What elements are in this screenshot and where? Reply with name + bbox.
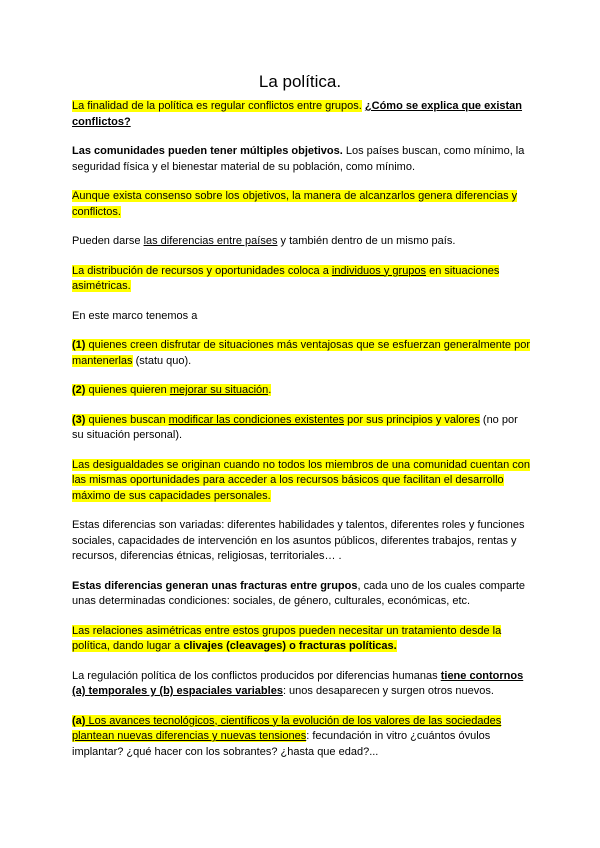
- bold-question: ¿Cómo se explica que existan conflictos?: [72, 100, 523, 128]
- paragraph-8: [72, 383, 532, 399]
- item-number: (1): [72, 339, 86, 351]
- highlighted-text: en situaciones asimétricas.: [72, 264, 500, 292]
- text: y también dentro de un mismo país.: [277, 235, 456, 247]
- highlighted-text: por sus principios y valores: [344, 413, 480, 426]
- paragraph-1: [72, 99, 532, 130]
- text: Los países buscan, como mínimo, la seguridad física y el bienestar material de su población, como mínimo.: [72, 145, 525, 173]
- paragraph-4: [72, 234, 532, 250]
- bold-highlighted-text: clivajes (cleavages) o fracturas políticas.: [183, 640, 397, 652]
- bold-underlined-text: tiene contornos (a) temporales y (b) espaciales variables: [72, 669, 524, 697]
- highlighted-text: quienes creen disfrutar de situaciones más ventajosas que se esfuerzan generalmente por mantenerlas: [72, 339, 530, 367]
- paragraph-9: [72, 413, 532, 444]
- text: : unos desaparecen y surgen otros nuevos.: [282, 685, 494, 697]
- highlighted-text: La finalidad de la política es regular conflictos entre grupos.: [72, 100, 362, 112]
- bold-text: Estas diferencias generan unas fracturas entre grupos: [72, 579, 358, 592]
- highlighted-text: .: [268, 384, 272, 396]
- paragraph-7: [72, 338, 532, 369]
- text: : fecundación in vitro ¿cuántos óvulos implantar? ¿qué hacer con los sobrantes? ¿hasta que edad?...: [72, 730, 491, 758]
- paragraph-11: [72, 518, 532, 565]
- paragraph-3: [72, 189, 532, 220]
- paragraph-14: [72, 669, 532, 700]
- paragraph-6: [72, 309, 532, 325]
- paragraph-12: [72, 579, 532, 610]
- bold-text: Las comunidades pueden tener múltiples objetivos.: [72, 145, 343, 157]
- underlined-text: las diferencias entre países: [143, 235, 278, 247]
- text: En este marco tenemos a: [72, 309, 198, 322]
- page-title: La política.: [258, 72, 342, 91]
- underlined-highlighted-text: modificar las condiciones existentes: [168, 413, 345, 426]
- highlighted-text: quienes buscan: [85, 413, 169, 426]
- paragraph-10: [72, 458, 532, 505]
- text: La regulación política de los conflictos producidos por diferencias humanas: [72, 669, 441, 682]
- highlighted-text: quienes quieren: [85, 384, 170, 396]
- text: (no por su situación personal).: [72, 413, 518, 441]
- paragraph-2: [72, 144, 532, 175]
- underlined-highlighted-text: mejorar su situación: [169, 384, 269, 396]
- item-number: (2): [72, 384, 86, 396]
- highlighted-text: Las desigualdades se originan cuando no todos los miembros de una comunidad cuentan con las mismas oportunidades para acceder a los recursos básicos que facilitan el desarrollo máximo de sus capacidades personales.: [72, 458, 531, 502]
- item-number: (3): [72, 413, 86, 426]
- underlined-highlighted-text: individuos y grupos: [331, 264, 427, 277]
- document-body: [72, 99, 532, 774]
- paragraph-5: [72, 264, 532, 295]
- text: Estas diferencias son variadas: diferentes habilidades y talentos, diferentes roles y funciones sociales, capacidades de intervención en los asuntos públicos, diferentes trabajos, rentas y recursos, diferencias étnicas, religiosas, territoriales… .: [72, 519, 525, 562]
- item-number: (a): [72, 714, 86, 727]
- paragraph-15: [72, 714, 532, 761]
- text: Pueden darse: [72, 235, 144, 247]
- highlighted-text: Aunque exista consenso sobre los objetivos, la manera de alcanzarlos genera diferencias y conflictos.: [72, 190, 518, 218]
- text: , cada uno de los cuales comparte unas determinadas condiciones: sociales, de género, culturales, económicas, etc.: [72, 579, 526, 607]
- highlighted-text: La distribución de recursos y oportunidades coloca a: [72, 264, 332, 277]
- highlighted-text: Las relaciones asimétricas entre estos grupos pueden necesitar un tratamiento desde la política, dando lugar a: [72, 624, 502, 652]
- paragraph-13: [72, 624, 532, 655]
- underlined-highlighted-text: Los avances tecnológicos, científicos y la evolución de los valores de las sociedades plantean nuevas diferencias y nuevas tensiones: [72, 714, 502, 742]
- text: (statu quo).: [132, 354, 192, 367]
